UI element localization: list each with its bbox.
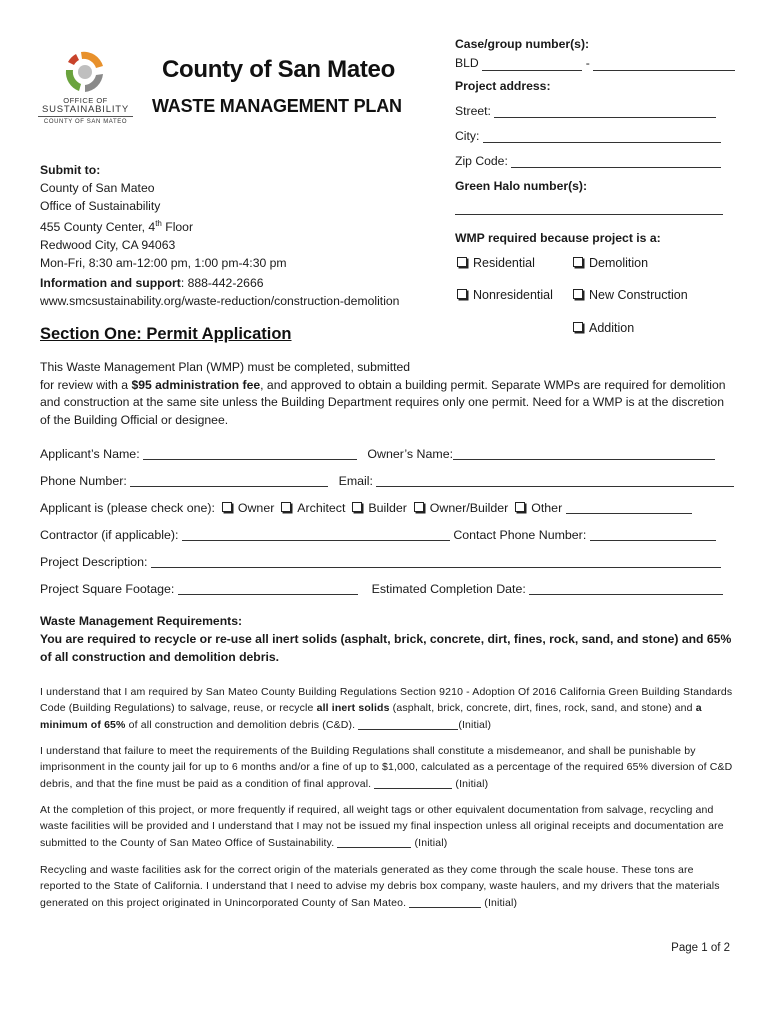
street-row: Street:	[455, 99, 735, 124]
wmp-required-label: WMP required because project is a:	[455, 230, 661, 245]
street-field[interactable]	[494, 105, 716, 118]
other-checkbox[interactable]: Other	[515, 501, 562, 515]
owner-checkbox[interactable]: Owner	[222, 501, 275, 515]
initial-field-4[interactable]	[409, 897, 481, 908]
applicant-type-row: Applicant is (please check one): Owner Architect Builder Owner/Builder Other	[40, 501, 730, 515]
green-halo-field[interactable]	[455, 202, 723, 215]
owner-name-field[interactable]	[453, 447, 715, 460]
initial-field-1[interactable]	[358, 719, 458, 730]
checkbox-icon	[457, 289, 467, 299]
other-field[interactable]	[566, 501, 692, 514]
phone-number-field[interactable]	[130, 474, 328, 487]
requirements-heading: Waste Management Requirements:	[40, 614, 243, 628]
nonresidential-checkbox[interactable]: Nonresidential	[457, 288, 553, 302]
bld-suffix-field[interactable]	[593, 58, 735, 71]
logo-wordmark	[38, 96, 133, 127]
checkbox-icon	[573, 322, 583, 332]
logo-line-2: SUSTAINABILITY	[41, 104, 130, 115]
paragraph-penalty: I understand that failure to meet the requirements of the Building Regulations shall constitute a misdemeanor, and shall be punishable by imprisonment in the county jail for up to 6 months and/or a fine of up to $1,000, calculated as a percentage of the required 65% diversion of C&D debris, and that the fine must be paid as a condition of final approval. (Initial)	[40, 745, 733, 790]
checkbox-icon	[281, 502, 291, 512]
submit-hours: Mon-Fri, 8:30 am-12:00 pm, 1:00 pm-4:30 pm	[40, 256, 287, 271]
paragraph-documentation: At the completion of this project, or more frequently if required, all weight tags or other equivalent documentation from salvage, recycling and waste facilities will be provided and I understand that I may not be issued my final inspection unless all original receipts and documentation are submitted to the County of San Mateo Office of Sustainability. (Initial)	[40, 804, 724, 849]
checkbox-icon	[573, 257, 583, 267]
square-footage-field[interactable]	[178, 582, 358, 595]
contact-phone-field[interactable]	[590, 528, 716, 541]
zip-field[interactable]	[511, 155, 721, 168]
submit-to-block	[40, 162, 440, 273]
footage-date-row: Project Square Footage: Estimated Completion Date:	[40, 582, 730, 596]
submit-label: Submit to:	[40, 163, 101, 177]
architect-checkbox[interactable]: Architect	[281, 501, 345, 515]
logo-line-3: COUNTY OF SAN MATEO	[38, 116, 133, 127]
description-row: Project Description:	[40, 555, 730, 569]
green-halo-label: Green Halo number(s):	[455, 178, 588, 193]
contractor-field[interactable]	[182, 528, 450, 541]
submit-city: Redwood City, CA 94063	[40, 238, 176, 253]
submit-address: 455 County Center, 4th Floor	[40, 219, 194, 235]
project-description-field[interactable]	[151, 555, 721, 568]
logo-line-1: OFFICE OF	[63, 96, 108, 105]
zip-row: Zip Code:	[455, 149, 735, 174]
green-halo-row	[455, 199, 735, 217]
support-line: Information and support: 888-442-2666	[40, 276, 264, 290]
page-number: Page 1 of 2	[671, 942, 730, 954]
applicant-name-field[interactable]	[143, 447, 357, 460]
completion-date-field[interactable]	[529, 582, 723, 595]
demolition-checkbox[interactable]: Demolition	[573, 256, 648, 270]
section-one-title: Section One: Permit Application	[40, 325, 292, 343]
section-intro: This Waste Management Plan (WMP) must be completed, submitted for review with a $95 administration fee, and approved to obtain a building permit. Separate WMPs are required for demolition and construction at the same site unless the Building Department requires only one permit. Need for a WMP is at the discretion of the Building Official or designee.	[40, 360, 726, 427]
case-info-block	[455, 36, 735, 251]
requirements-text: You are required to recycle or re-use all inert solids (asphalt, brick, concrete, dirt, fines, rock, sand, and stone) and 65% of all construction and demolition debris.	[40, 631, 732, 664]
new-construction-checkbox[interactable]: New Construction	[573, 288, 688, 302]
addition-checkbox[interactable]: Addition	[573, 321, 634, 335]
document-title: County of San Mateo	[162, 56, 395, 83]
initial-field-3[interactable]	[337, 837, 411, 848]
checkbox-icon	[352, 502, 362, 512]
city-row: City:	[455, 124, 735, 149]
support-block	[40, 275, 450, 311]
waste-requirements-block	[40, 613, 735, 666]
contractor-row: Contractor (if applicable): Contact Phone Number:	[40, 528, 730, 542]
checkbox-icon	[573, 289, 583, 299]
bld-number-field[interactable]	[482, 58, 582, 71]
applicant-owner-row: Applicant’s Name: Owner’s Name:	[40, 447, 730, 461]
city-field[interactable]	[483, 130, 721, 143]
submit-line-2: Office of Sustainability	[40, 198, 161, 213]
owner-builder-checkbox[interactable]: Owner/Builder	[414, 501, 509, 515]
phone-email-row: Phone Number: Email:	[40, 474, 730, 488]
bld-row: BLD -	[455, 54, 735, 74]
checkbox-icon	[515, 502, 525, 512]
support-url-link[interactable]: www.smcsustainability.org/waste-reduction/construction-demolition	[40, 293, 400, 308]
checkbox-icon	[222, 502, 232, 512]
paragraph-regulation: I understand that I am required by San Mateo County Building Regulations Section 9210 - Adoption Of 2016 California Green Building Standards Code (Building Regulations) to salvage, reuse, or recycle all inert solids (asphalt, brick, concrete, dirt, fines, rock, sand, and stone) and a minimum of 65% of all construction and demolition debris (C&D). (Initial)	[40, 686, 733, 731]
submit-line-1: County of San Mateo	[40, 180, 155, 195]
checkbox-icon	[414, 502, 424, 512]
document-subtitle: WASTE MANAGEMENT PLAN	[152, 96, 402, 116]
builder-checkbox[interactable]: Builder	[352, 501, 407, 515]
email-field[interactable]	[376, 474, 734, 487]
initial-field-2[interactable]	[374, 778, 452, 789]
paragraph-origin: Recycling and waste facilities ask for the correct origin of the materials generated as they come through the scale house. These tons are reported to the State of California. I understand that I need to advise my debris box company, waste haulers, and my drivers that the materials generated on this project originated in Unincorporated County of San Mateo. (Initial)	[40, 864, 720, 909]
project-address-label: Project address:	[455, 78, 551, 93]
case-number-label: Case/group number(s):	[455, 37, 590, 52]
checkbox-icon	[457, 257, 467, 267]
residential-checkbox[interactable]: Residential	[457, 256, 535, 270]
